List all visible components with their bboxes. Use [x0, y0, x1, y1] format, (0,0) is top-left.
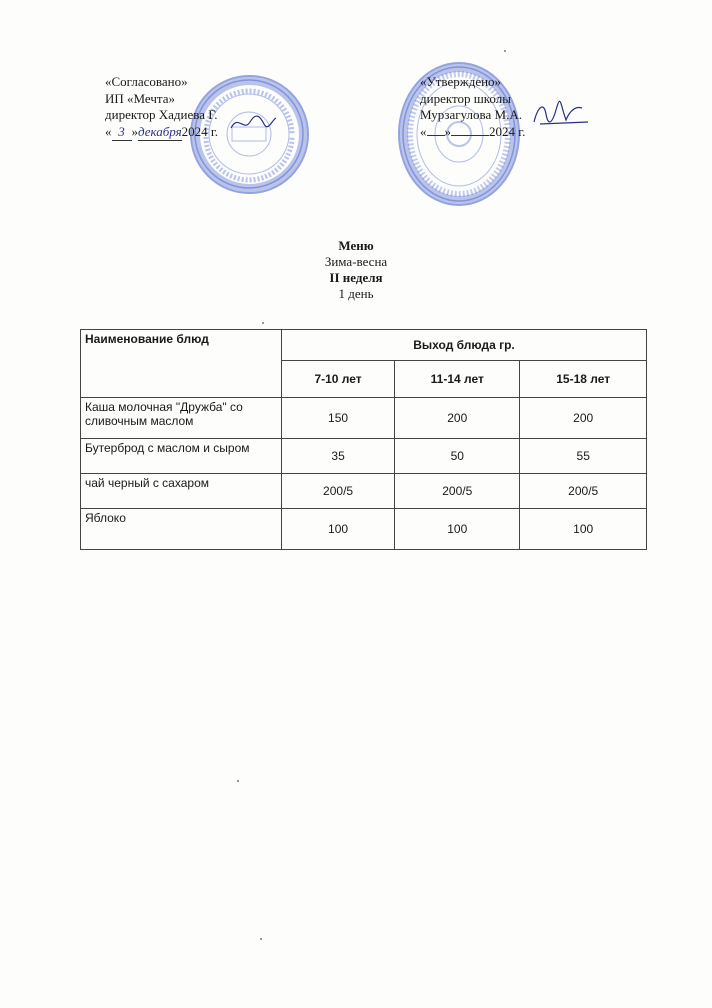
dish-portion: 200/5 [395, 474, 520, 509]
approval-left-director: директор Хадиева Г. [105, 107, 218, 122]
dish-portion: 100 [282, 509, 395, 550]
dish-portion: 200/5 [282, 474, 395, 509]
dish-portion: 35 [282, 439, 395, 474]
approval-left-month: декабря [138, 124, 182, 142]
dish-portion: 50 [395, 439, 520, 474]
dish-portion: 200 [520, 398, 647, 439]
approval-right-org: директор школы [420, 90, 511, 106]
table-row [81, 398, 647, 439]
approval-left-heading: «Согласовано» [105, 74, 188, 89]
dish-portion: 55 [520, 439, 647, 474]
header-age-group: 7-10 лет [282, 361, 395, 398]
table-row [81, 474, 647, 509]
dish-portion: 200/5 [520, 474, 647, 509]
header-portion-output: Выход блюда гр. [282, 330, 647, 361]
dish-portion: 150 [282, 398, 395, 439]
scan-speck [262, 322, 264, 324]
approval-right-heading: «Утверждено» [420, 74, 502, 89]
approval-right-director: Мурзагулова М.А. [420, 107, 522, 122]
dish-portion: 100 [520, 509, 647, 550]
dish-name: Бутерброд с маслом и сыром [81, 439, 282, 474]
header-age-group: 11-14 лет [395, 361, 520, 398]
scan-speck [237, 780, 239, 782]
menu-title-block [0, 238, 712, 302]
dish-name: чай черный с сахаром [81, 474, 282, 509]
menu-table [80, 329, 647, 550]
approval-left-date: « 3 »декабря2024 г. [105, 124, 218, 142]
approval-right-date: « » 2024 г. [420, 123, 526, 139]
menu-week: II неделя [329, 270, 383, 285]
table-row [81, 439, 647, 474]
approval-block-left [105, 74, 218, 141]
approval-left-org: ИП «Мечта» [105, 90, 176, 106]
dish-portion: 100 [395, 509, 520, 550]
menu-title: Меню [338, 238, 374, 253]
approval-block-right [420, 74, 525, 140]
menu-season: Зима-весна [324, 254, 388, 269]
header-dish-name: Наименование блюд [81, 330, 282, 398]
table-header-row [81, 330, 647, 361]
header-age-group: 15-18 лет [520, 361, 647, 398]
menu-day: 1 день [338, 286, 374, 301]
table-row [81, 509, 647, 550]
signature-left [228, 110, 278, 134]
signature-right [530, 96, 590, 128]
dish-portion: 200 [395, 398, 520, 439]
scan-speck [260, 938, 262, 940]
dish-name: Каша молочная "Дружба" со сливочным маслом [81, 398, 282, 439]
approval-left-day: 3 [112, 124, 132, 142]
scan-speck [504, 50, 506, 52]
dish-name: Яблоко [81, 509, 282, 550]
